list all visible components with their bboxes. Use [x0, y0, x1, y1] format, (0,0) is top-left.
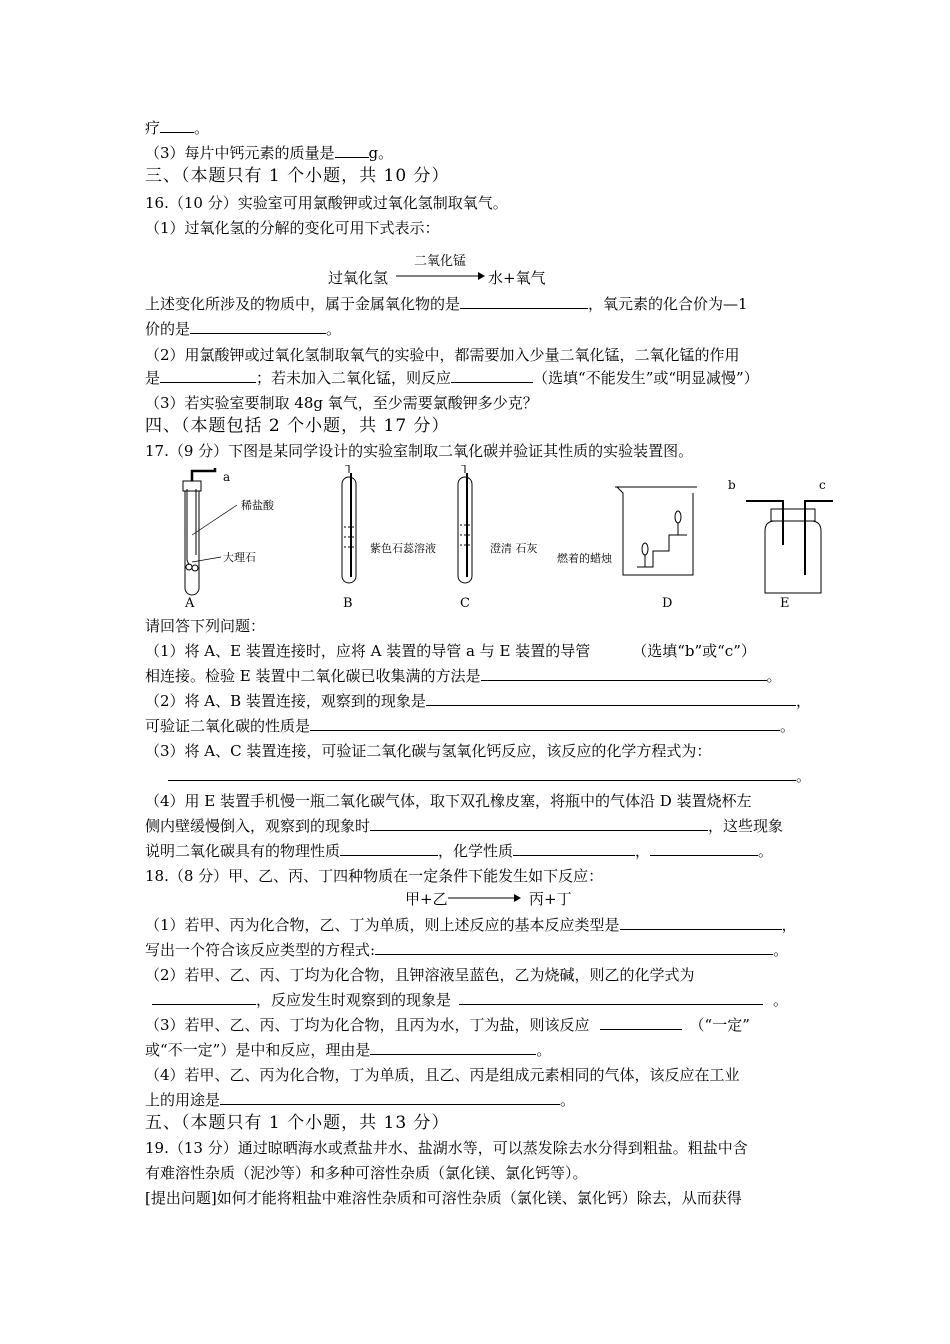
- label-a-mark: a: [223, 470, 231, 484]
- apparatus-c: [458, 465, 472, 583]
- line-17-1b: 相连接。检验 E 装置中二氧化碳已收集满的方法是 。: [145, 667, 782, 685]
- apparatus-b: [342, 465, 356, 583]
- eq2-arrow: [446, 892, 522, 904]
- label-marble: 大理石: [223, 551, 256, 564]
- line-17-2a: （2）将 A、B 装置连接，观察到的现象是 ，: [145, 692, 811, 710]
- question-16-1: （1）过氧化氢的分解的变化可用下式表示：: [145, 219, 440, 237]
- line-16-3: （3）若实验室要制取 48g 氧气，至少需要氯酸钾多少克？: [145, 394, 538, 412]
- label-litmus: 紫色石蕊溶液: [370, 542, 436, 555]
- line-18-3a: （3）若甲、乙、丙、丁均为化合物，且丙为水，丁为盐，则该反应 （“一定”: [145, 1016, 750, 1034]
- line-18-1a: （1）若甲、丙为化合物，乙、丁为单质，则上述反应的基本反应类型是 ，: [145, 916, 797, 934]
- eq2-right: 丙+丁: [529, 890, 572, 908]
- line-17-4b: 侧内壁缓慢倒入，观察到的现象时 ，这些现象: [145, 817, 784, 835]
- line-17-2b: 可验证二氧化碳的性质是 。: [145, 717, 796, 735]
- apparatus-figure: [145, 465, 835, 615]
- line-17-1a: （1）将 A、E 装置连接时，应将 A 装置的导管 a 与 E 装置的导管 （选填“b”或“c”）: [145, 642, 756, 660]
- label-E: E: [780, 596, 790, 611]
- question-16: 16.（10 分）实验室可用氯酸钾或过氧化氢制取氧气。: [145, 194, 508, 212]
- line-17-4a: （4）用 E 装置手机慢一瓶二氧化碳气体，取下双孔橡皮塞，将瓶中的气体沿 D 装置烧杯左: [145, 792, 752, 810]
- label-A: A: [185, 596, 195, 611]
- line-17-3-answer: 。: [168, 766, 811, 786]
- line-16-2a: （2）用氯酸钾或过氧化氢制取氧气的实验中，都需要加入少量二氧化锰，二氧化锰的作用: [145, 346, 740, 364]
- section-4-heading: 四、（本题包括 2 个小题，共 17 分）: [145, 416, 450, 436]
- label-D: D: [662, 596, 673, 611]
- apparatus-d: [615, 487, 697, 575]
- question-17: 17.（9 分）下图是某同学设计的实验室制取二氧化碳并验证其性质的实验装置图。: [145, 442, 694, 460]
- section-5-heading: 五、（本题只有 1 个小题，共 13 分）: [145, 1113, 450, 1133]
- eq1-left: 过氧化氢: [328, 269, 389, 287]
- line-19a: 19.（13 分）通过晾晒海水或煮盐井水、盐湖水等，可以蒸发除去水分得到粗盐。粗盐中含: [145, 1139, 748, 1157]
- apparatus-a: [183, 468, 237, 595]
- line-18-2b: ，反应发生时观察到的现象是 。: [152, 990, 788, 1010]
- line-16-1c: 价的是 。: [145, 320, 342, 338]
- line-16-1a: 上述变化所涉及的物质中，属于金属氧化物的是 ，氧元素的化合价为—1: [145, 295, 748, 313]
- line-18-2a: （2）若甲、乙、丙、丁均为化合物，且钾溶液呈蓝色，乙为烧碱，则乙的化学式为: [145, 966, 695, 984]
- line-19c: [提出问题]如何才能将粗盐中难溶性杂质和可溶性杂质（氯化镁、氯化钙）除去，从而获得: [145, 1189, 742, 1207]
- label-candle: 燃着的蜡烛: [557, 552, 612, 565]
- label-B: B: [343, 596, 353, 611]
- eq2-left: 甲+乙: [405, 890, 448, 908]
- section-3-heading: 三、（本题只有 1 个小题，共 10 分）: [145, 166, 450, 186]
- line-19b: 有难溶性杂质（泥沙等）和多种可溶性杂质（氯化镁、氯化钙等）。: [145, 1164, 588, 1182]
- line-18-4a: （4）若甲、乙、丙为化合物，丁为单质，且乙、丙是组成元素相同的气体，该反应在工业: [145, 1066, 740, 1084]
- line-18-4b: 上的用途是 。: [145, 1091, 576, 1109]
- label-acid: 稀盐酸: [241, 499, 274, 512]
- line-l0: 疗 。: [145, 119, 210, 137]
- question-17-ask: 请回答下列问题：: [145, 617, 266, 635]
- line-18-1b: 写出一个符合该反应类型的方程式: 。: [145, 941, 789, 959]
- eq1-arrow: [394, 270, 486, 282]
- label-C: C: [460, 596, 470, 611]
- line-16-2b: 是 ；若未加入二氧化锰，则反应 （选填“不能发生”或“明显减慢”）: [145, 369, 759, 387]
- line-18-3b: 或“不一定”）是中和反应，理由是 。: [145, 1041, 552, 1059]
- question-18: 18.（8 分）甲、乙、丙、丁四种物质在一定条件下能发生如下反应：: [145, 867, 604, 885]
- label-limewater: 澄清 石灰: [490, 542, 538, 555]
- label-c-mark: c: [819, 478, 826, 492]
- eq1-catalyst: 二氧化锰: [414, 254, 467, 269]
- line-l1: （3）每片中钙元素的质量是 g。: [145, 144, 394, 162]
- apparatus-e: [746, 501, 833, 593]
- eq1-right: 水+氧气: [488, 269, 546, 287]
- label-b-mark: b: [728, 478, 736, 492]
- line-17-4c: 说明二氧化碳具有的物理性质 ，化学性质 ， 。: [145, 842, 774, 860]
- line-17-3: （3）将 A、C 装置连接，可验证二氧化碳与氢氧化钙反应，该反应的化学方程式为：: [145, 742, 712, 760]
